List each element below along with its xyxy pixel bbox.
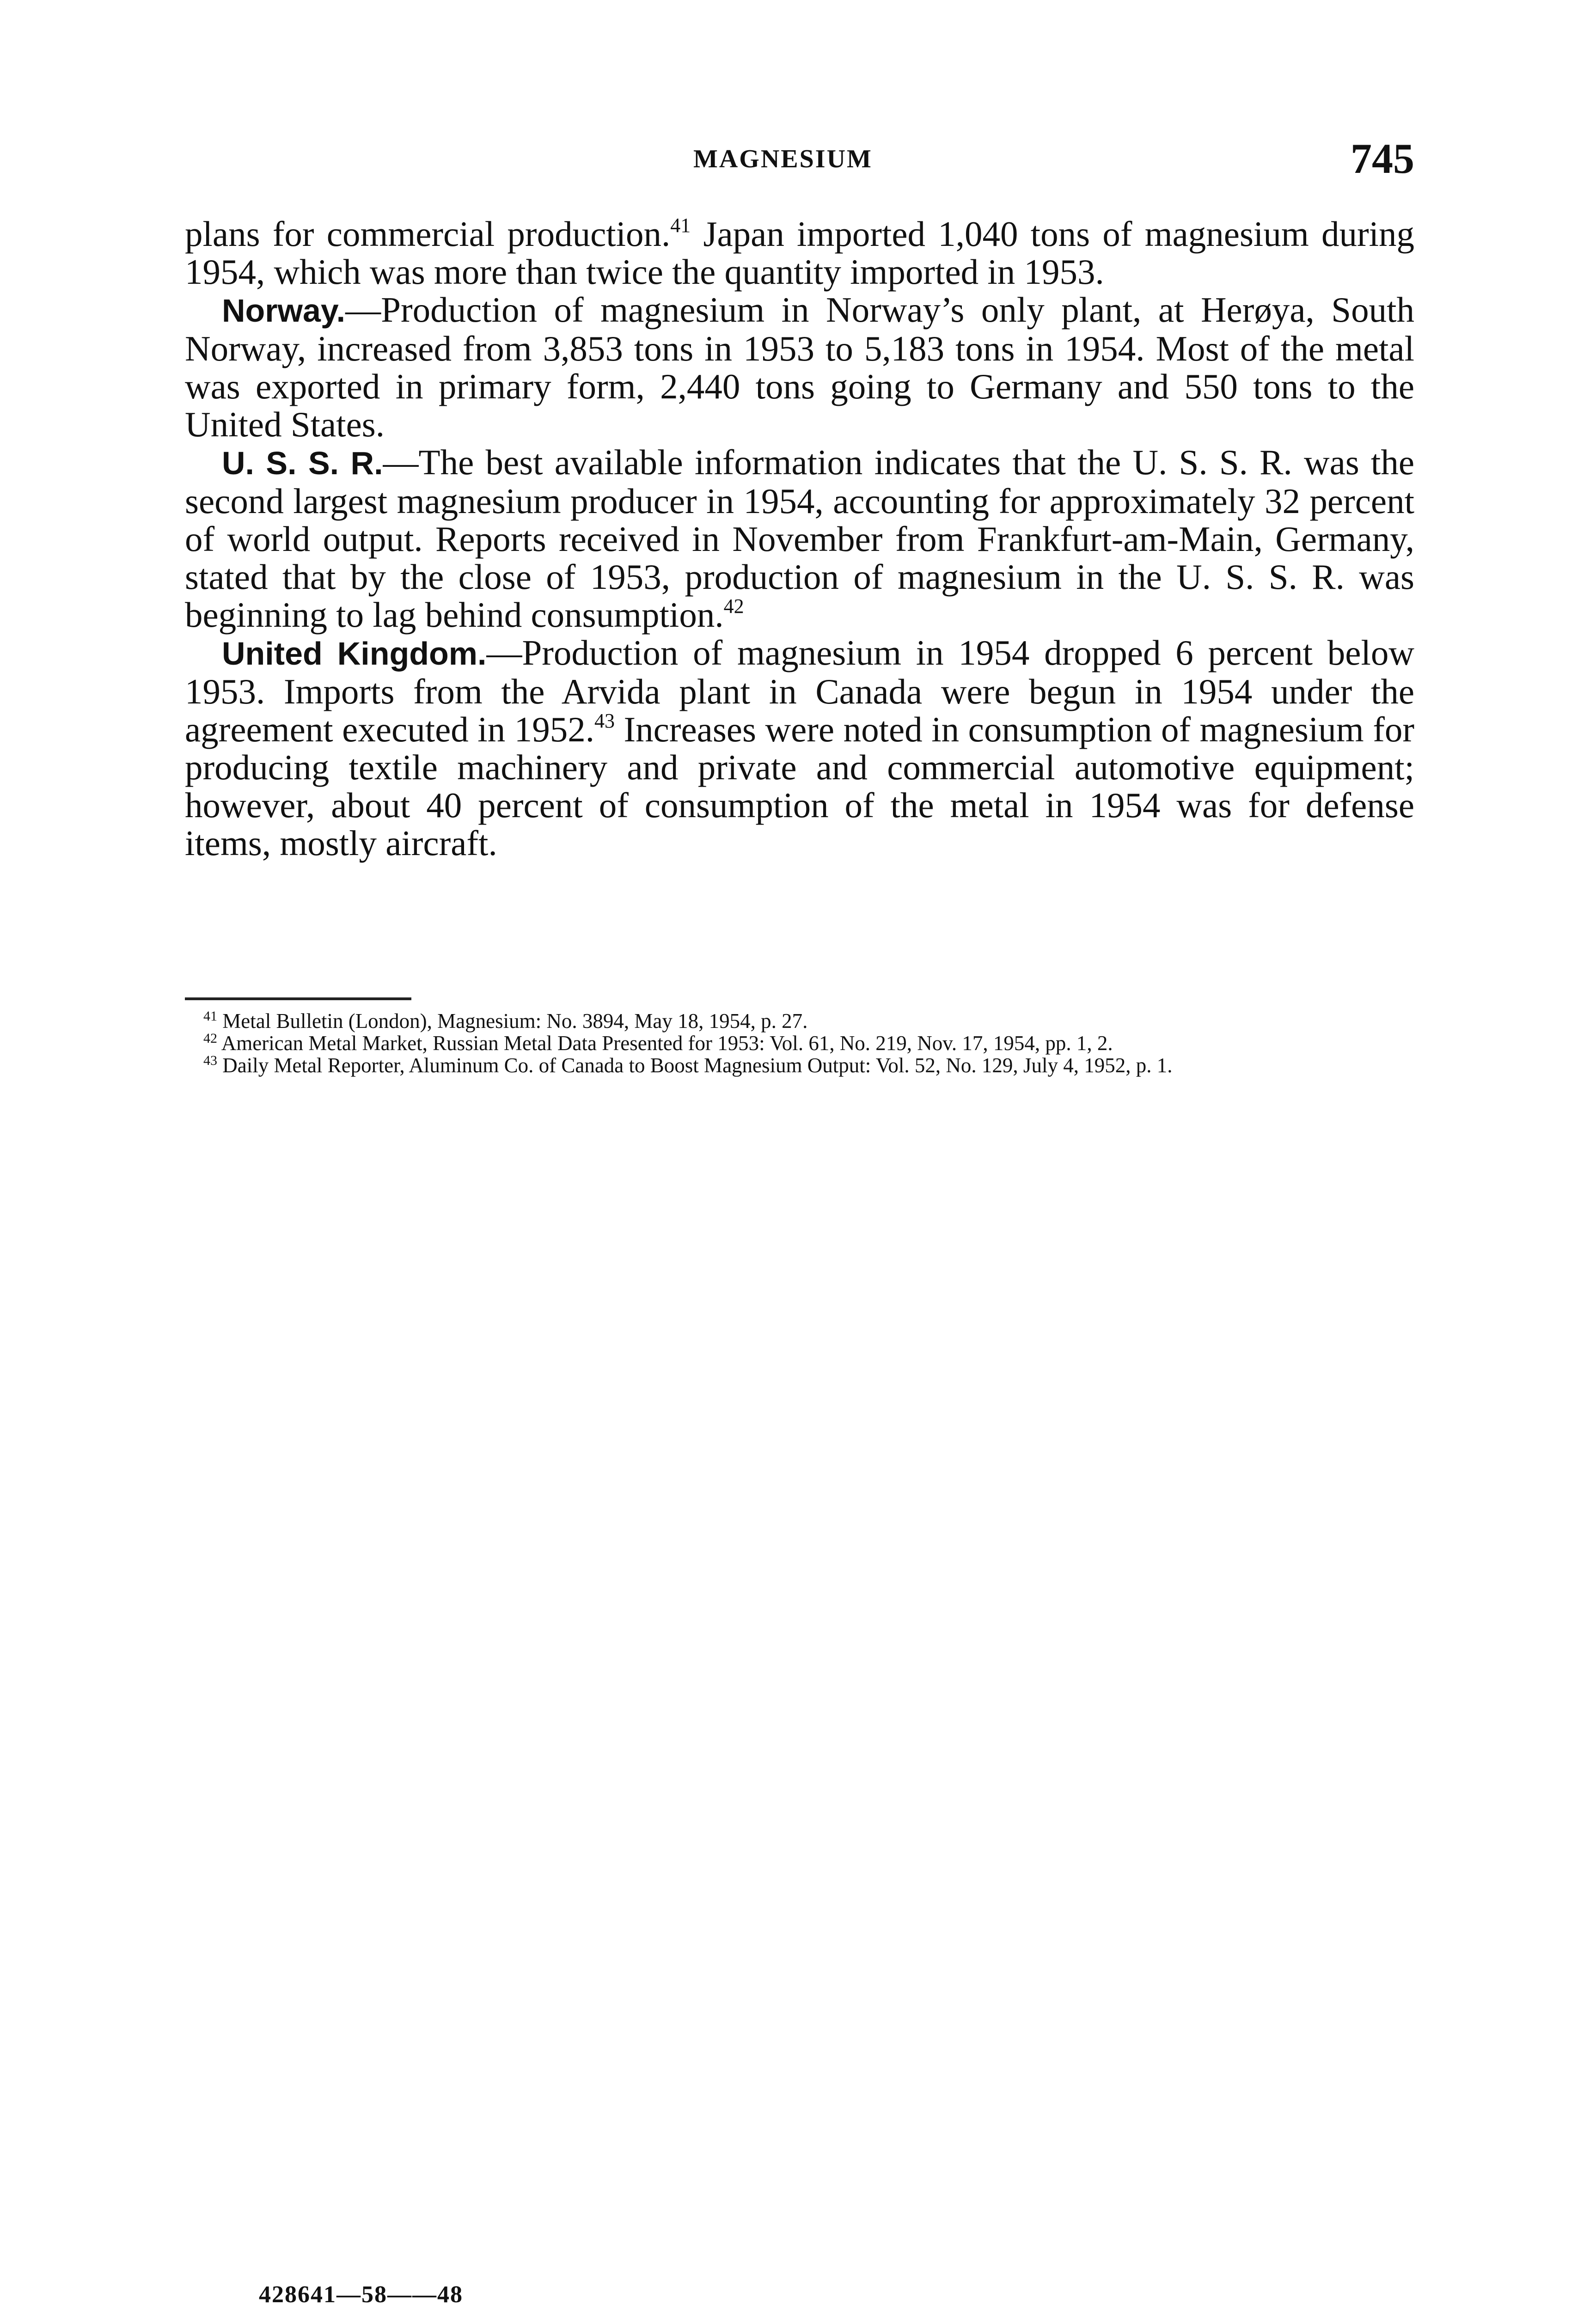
paragraph-norway bbox=[185, 291, 1414, 443]
footnote-43 bbox=[185, 1054, 1414, 1076]
footnote-ref: 41 bbox=[670, 214, 691, 237]
paragraph-ussr bbox=[185, 443, 1414, 634]
footnote-rule bbox=[185, 997, 411, 1000]
footnote-text: Daily Metal Reporter, Aluminum Co. of Canada to Boost Magnesium Output: Vol. 52, No. 129, July 4, 1952, p. 1. bbox=[217, 1054, 1173, 1077]
footnote-ref: 42 bbox=[723, 595, 744, 617]
paragraph-japan bbox=[185, 215, 1414, 291]
footnotes bbox=[185, 1010, 1414, 1076]
section-heading-ussr: U. S. S. R. bbox=[222, 445, 383, 481]
section-heading-norway: Norway. bbox=[222, 293, 346, 329]
paragraph-text: Increases were noted in consumption of magnesium for producing textile machinery and private and commercial automotive equipment; however, about 40 percent of consumption of the metal in 1954 was for defense items, mostly aircraft. bbox=[185, 709, 1414, 863]
footnote-41 bbox=[185, 1010, 1414, 1032]
paragraph-text: Japan imported 1,040 tons of magnesium during 1954, which was more than twice the quantity imported in 1953. bbox=[185, 214, 1414, 292]
paragraph-text: —The best available information indicates that the U. S. S. R. was the second largest magnesium producer in 1954, accounting for approximately 32 percent of world output. Reports received in November from Frankfurt-am-Main, Germany, stated that by the close of 1953, production of magnesium in the U. S. S. R. was beginning to lag behind consumption. bbox=[185, 442, 1414, 635]
section-heading-united-kingdom: United Kingdom. bbox=[222, 636, 487, 672]
paragraph-text: —Production of magnesium in Norway’s only plant, at Herøya, South Norway, increased from 3,853 tons in 1953 to 5,183 tons in 1954. Most of the metal was exported in primary form, 2,440 tons going to Germany and 550 tons to the United States. bbox=[185, 290, 1414, 444]
running-title: MAGNESIUM bbox=[693, 145, 873, 173]
paragraph-text: plans for commercial production. bbox=[185, 214, 671, 254]
footnote-ref: 43 bbox=[594, 709, 615, 732]
footnote-text: American Metal Market, Russian Metal Data Presented for 1953: Vol. 61, No. 219, Nov. 17, 1954, pp. 1, 2. bbox=[217, 1032, 1113, 1055]
print-code: 428641—58——48 bbox=[259, 2281, 463, 2308]
paragraph-text: —Production of magnesium in 1954 dropped 6 percent below 1953. Imports from the Arvida plant in Canada were begun in 1954 under the agreement executed in 1952. bbox=[185, 633, 1414, 749]
footnote-text: Metal Bulletin (London), Magnesium: No. 3894, May 18, 1954, p. 27. bbox=[217, 1009, 808, 1033]
footnote-number: 43 bbox=[203, 1053, 217, 1068]
page-number: 745 bbox=[1351, 135, 1414, 182]
running-head bbox=[185, 134, 1414, 190]
footnote-number: 42 bbox=[203, 1031, 217, 1046]
footnote-42 bbox=[185, 1032, 1414, 1054]
body-text bbox=[185, 215, 1414, 862]
footnote-number: 41 bbox=[203, 1009, 217, 1024]
paragraph-united-kingdom bbox=[185, 634, 1414, 862]
